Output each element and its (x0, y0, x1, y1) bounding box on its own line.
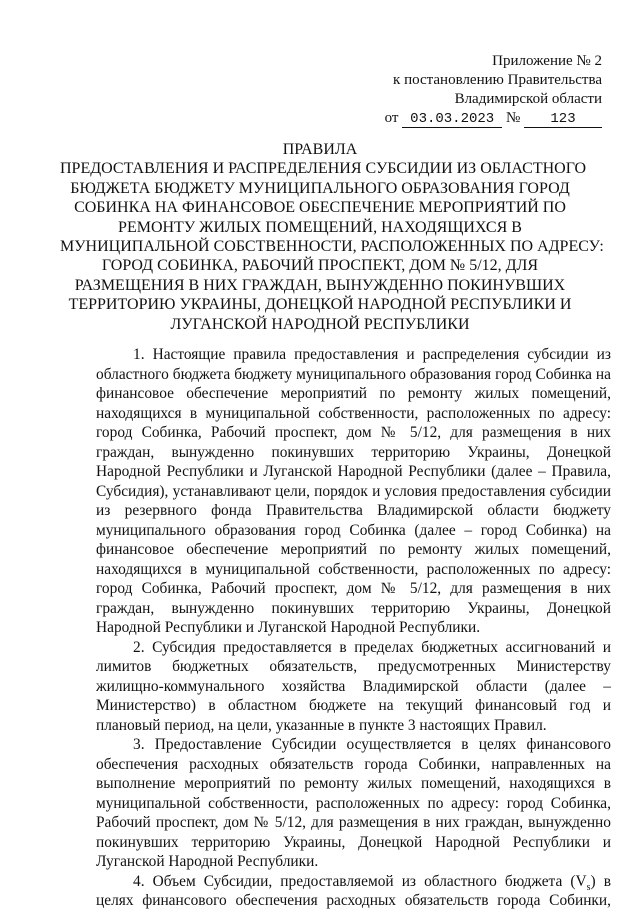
paragraph-1: 1. Настоящие правила предоставления и распределения субсидии из областного бюджета бюджету муниципального образования город Собинка на финансовое обеспечение мероприятий по ремонту жилых помещений, находящихся в муниципальной собственности, расположенных по адресу: город Собинка, Рабочий проспект, дом № 5/12, для размещения в них граждан, вынужденно покинувших территорию Украины, Донецкой Народной Республики и Луганской Народной Республики (далее – Правила, Субсидия), устанавливают цели, порядок и условия предоставления субсидии из резервного фонда Правительства Владимирской области бюджету муниципального образования город Собинка (далее – город Собинка) на финансовое обеспечение мероприятий по ремонту жилых помещений, находящихся в муниципальной собственности, расположенных по адресу: город Собинка, Рабочий проспект, дом № 5/12, для размещения в них граждан, вынужденно покинувших территорию Украины, Донецкой Народной Республики и Луганской Народной Республики. (96, 346, 611, 636)
appendix-header (372, 52, 602, 128)
document-date: 03.03.2023 (402, 111, 502, 128)
volume-subscript: s (586, 881, 591, 893)
appendix-date-line (372, 109, 602, 128)
title-heading: ПРАВИЛА (282, 141, 358, 158)
document-number: 123 (524, 111, 602, 128)
title-line: ПРЕДОСТАВЛЕНИЯ И РАСПРЕДЕЛЕНИЯ СУБСИДИИ ИЗ ОБЛАСТНОГО (60, 160, 587, 178)
title-line: ТЕРРИТОРИЮ УКРАИНЫ, ДОНЕЦКОЙ НАРОДНОЙ РЕСПУБЛИКИ И (68, 296, 572, 314)
document-title (60, 140, 604, 334)
date-prefix: от (384, 110, 399, 126)
paragraph-3: 3. Предоставление Субсидии осуществляется в целях финансового обеспечения расходных обязательств города Собинки, направленных на выполнение мероприятий по ремонту жилых помещений, находящихся в муниципальной собственности, расположенных по адресу: город Собинка, Рабочий проспект, дом № 5/12, для размещения в них граждан, вынужденно покинувших территорию Украины, Донецкой Народной Республики и Луганской Народной Республики. (96, 736, 611, 870)
title-line: ГОРОД СОБИНКА, РАБОЧИЙ ПРОСПЕКТ, ДОМ № 5/12, ДЛЯ (101, 257, 539, 275)
appendix-region: Владимирской области (454, 91, 602, 107)
document-body (96, 345, 611, 911)
title-line: БЮДЖЕТА БЮДЖЕТУ МУНИЦИПАЛЬНОГО ОБРАЗОВАНИЯ ГОРОД (70, 179, 570, 197)
title-line: ЛУГАНСКОЙ НАРОДНОЙ РЕСПУБЛИКИ (170, 315, 470, 333)
paragraph-4-end: ) в целях финансового обеспечения расходных обязательств города Собинки, (96, 872, 611, 909)
title-line: СОБИНКА НА ФИНАНСОВОЕ ОБЕСПЕЧЕНИЕ МЕРОПРИЯТИЙ ПО (74, 199, 566, 217)
number-sign: № (505, 110, 521, 126)
appendix-resolution: к постановлению Правительства (393, 72, 602, 88)
paragraph-2: 2. Субсидия предоставляется в пределах бюджетных ассигнований и лимитов бюджетных обязательств, предусмотренных Министерству жилищно-коммунального хозяйства Владимирской области (далее – Министерство) в областном бюджете на текущий финансовый год и плановый период, на цели, указанные в пункте 3 настоящих Правил. (96, 638, 611, 734)
title-line: РАЗМЕЩЕНИЯ В НИХ ГРАЖДАН, ВЫНУЖДЕННО ПОКИНУВШИХ (74, 276, 566, 294)
title-line: РЕМОНТУ ЖИЛЫХ ПОМЕЩЕНИЙ, НАХОДЯЩИХСЯ В (118, 218, 522, 236)
appendix-title: Приложение № 2 (492, 53, 602, 69)
title-line: МУНИЦИПАЛЬНОЙ СОБСТВЕННОСТИ, РАСПОЛОЖЕННЫХ ПО АДРЕСУ: (60, 238, 604, 256)
paragraph-4-start: 4. Объем Субсидии, предоставляемой из областного бюджета (V (133, 872, 587, 890)
